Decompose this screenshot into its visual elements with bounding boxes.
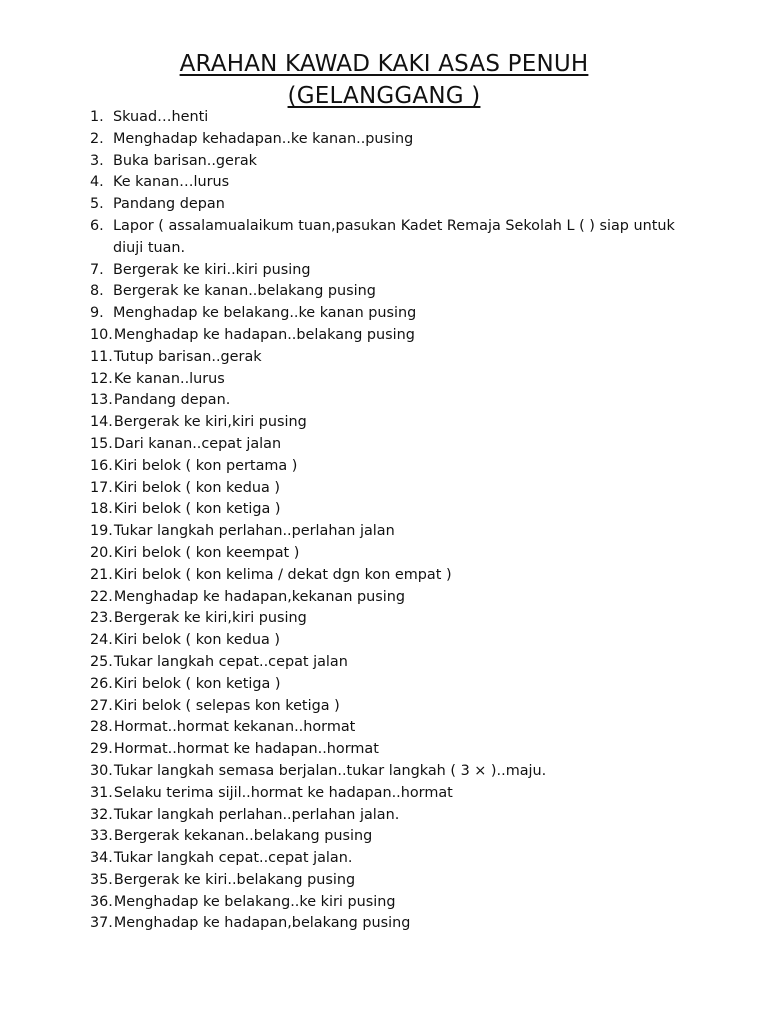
list-item [90,369,690,391]
list-item-number: 32. [90,806,113,823]
list-item-text: Kiri belok ( kon kelima / dekat dgn kon empat ) [113,566,452,583]
list-item-text: Tukar langkah perlahan..perlahan jalan. [113,806,400,823]
list-item-number: 36. [90,893,113,910]
list-item [90,434,690,456]
list-item-number: 37. [90,915,113,932]
list-item-number: 8. [90,283,104,300]
list-item-number: 35. [90,871,113,888]
list-item-number: 28. [90,719,113,736]
list-item [90,521,690,543]
list-item-text: Kiri belok ( kon kedua ) [113,479,280,496]
list-item-number: 10. [90,326,113,343]
list-item-text: Menghadap ke hadapan,kekanan pusing [113,588,406,605]
list-item [90,892,690,914]
list-item-text: Kiri belok ( kon ketiga ) [113,675,281,692]
list-item [90,260,690,282]
list-item-number: 3. [90,152,104,169]
list-item-text: Selaku terima sijil..hormat ke hadapan..hormat [113,784,453,801]
list-item [90,805,690,827]
title-line-2-text: (GELANGGANG ) [287,83,481,109]
list-item [90,848,690,870]
list-item [90,281,690,303]
list-item-text: Tutup barisan..gerak [113,348,262,365]
list-item-text: Menghadap kehadapan..ke kanan..pusing [113,130,414,147]
list-item [90,412,690,434]
list-item-number: 25. [90,653,113,670]
list-item [90,499,690,521]
list-item [90,151,690,173]
list-item-number: 22. [90,588,113,605]
list-item-number: 23. [90,610,113,627]
list-item-text: Hormat..hormat ke hadapan..hormat [113,741,379,758]
list-item-number: 14. [90,414,113,431]
list-item [90,543,690,565]
list-item [90,303,690,325]
list-item [90,107,690,129]
list-item-text: Buka barisan..gerak [113,152,257,169]
list-item-text: Menghadap ke hadapan,belakang pusing [113,915,411,932]
list-item-number: 31. [90,784,113,801]
list-item-text: Ke kanan..lurus [113,370,225,387]
list-item [90,347,690,369]
list-item [90,456,690,478]
list-item-number: 17. [90,479,113,496]
list-item-text: Menghadap ke belakang..ke kanan pusing [113,305,417,322]
list-item [90,717,690,739]
list-item-text: Pandang depan [113,196,225,213]
list-item-text: Kiri belok ( kon keempat ) [113,544,300,561]
list-item [90,608,690,630]
list-item [90,587,690,609]
list-item-text: Tukar langkah cepat..cepat jalan [113,653,348,670]
list-item-number: 21. [90,566,113,583]
list-item-number: 2. [90,130,104,147]
list-item-number: 7. [90,261,104,278]
list-item-text: Ke kanan…lurus [113,174,230,191]
list-item [90,565,690,587]
list-item-number: 1. [90,109,104,125]
list-item-number: 12. [90,370,113,387]
list-item-number: 18. [90,501,113,518]
list-item [90,630,690,652]
list-item-number: 30. [90,762,113,779]
list-item-number: 33. [90,828,113,845]
list-item [90,761,690,783]
list-item [90,390,690,412]
list-item-text: Bergerak ke kiri,kiri pusing [113,610,307,627]
list-item [90,216,690,260]
list-item-number: 6. [90,217,104,234]
list-item [90,674,690,696]
list-item-text: Tukar langkah cepat..cepat jalan. [113,850,353,867]
list-item-number: 4. [90,174,104,191]
list-item [90,478,690,500]
list-item-text: Bergerak ke kiri..kiri pusing [113,261,311,278]
title-line-1-text: ARAHAN KAWAD KAKI ASAS PENUH [179,51,589,77]
list-item [90,739,690,761]
list-item-text: Pandang depan. [113,392,231,409]
list-item-text: Bergerak kekanan..belakang pusing [113,828,373,845]
list-item-number: 27. [90,697,113,714]
list-item [90,129,690,151]
list-item-number: 34. [90,850,113,867]
list-item-text: Hormat..hormat kekanan..hormat [113,719,356,736]
list-item-text: Menghadap ke hadapan..belakang pusing [113,326,415,343]
list-item [90,172,690,194]
list-item-number: 13. [90,392,113,409]
list-item-text: Kiri belok ( kon ketiga ) [113,501,281,518]
list-item-text: Bergerak ke kiri,kiri pusing [113,414,307,431]
list-item-number: 29. [90,741,113,758]
list-item [90,913,690,935]
list-item-text: Dari kanan..cepat jalan [113,435,282,452]
list-item [90,870,690,892]
list-item-text: Menghadap ke belakang..ke kiri pusing [113,893,396,910]
command-list [90,107,690,935]
list-item-text: Tukar langkah semasa berjalan..tukar langkah ( 3 × )..maju. [113,762,547,779]
list-item [90,652,690,674]
list-item [90,826,690,848]
list-item-number: 11. [90,348,113,365]
list-item-number: 24. [90,632,113,649]
list-item-text: Bergerak ke kanan..belakang pusing [113,283,376,300]
document-title-line-1 [0,48,768,80]
list-item-text: Lapor ( assalamualaikum tuan,pasukan Kadet Remaja Sekolah L ( ) siap untuk diuji tuan. [113,217,675,256]
list-item [90,696,690,718]
list-item-number: 15. [90,435,113,452]
list-item-text: Skuad…henti [113,109,209,125]
list-item-text: Kiri belok ( kon pertama ) [113,457,298,474]
list-item-number: 9. [90,305,104,322]
list-item-text: Bergerak ke kiri..belakang pusing [113,871,356,888]
list-item-text: Tukar langkah perlahan..perlahan jalan [113,523,395,540]
list-item-number: 20. [90,544,113,561]
list-item-text: Kiri belok ( selepas kon ketiga ) [113,697,340,714]
list-item-number: 19. [90,523,113,540]
list-item-number: 26. [90,675,113,692]
list-item-text: Kiri belok ( kon kedua ) [113,632,280,649]
list-item-number: 5. [90,196,104,213]
list-item [90,194,690,216]
list-item-number: 16. [90,457,113,474]
list-item [90,783,690,805]
list-item [90,325,690,347]
